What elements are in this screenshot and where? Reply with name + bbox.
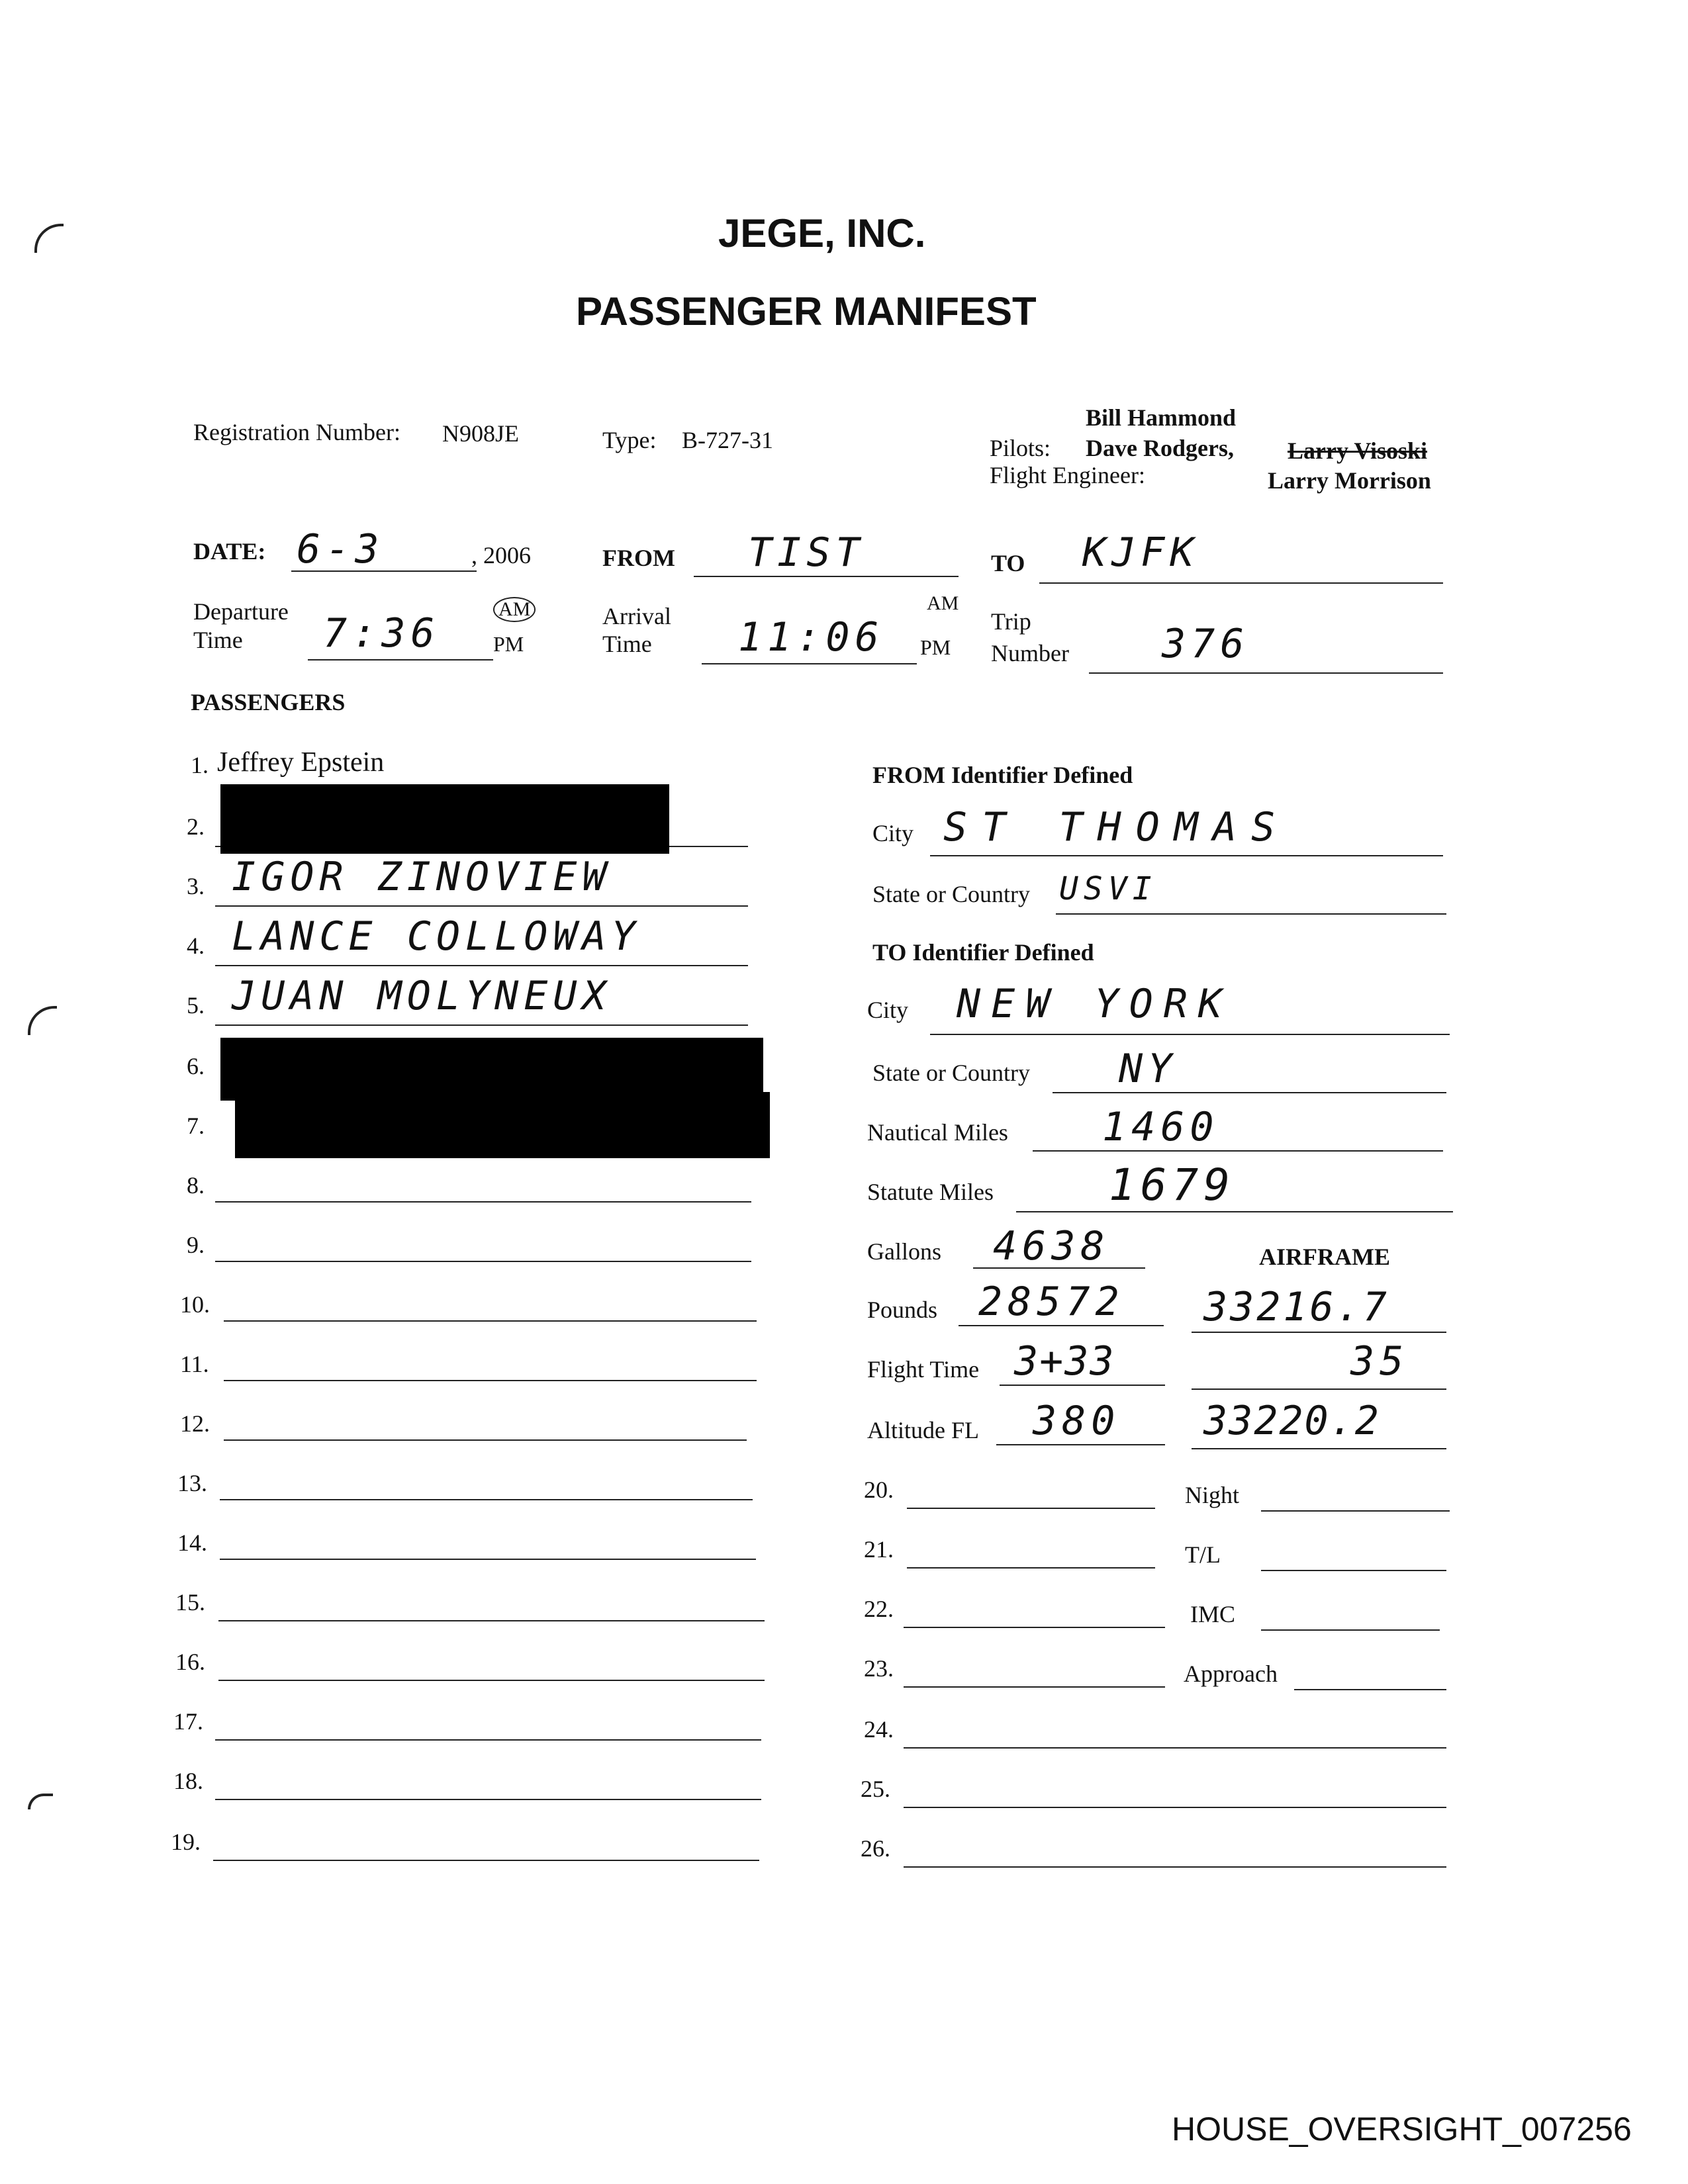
row-line <box>904 1686 1165 1688</box>
passenger-number: 15. <box>175 1589 205 1615</box>
redaction-block <box>220 784 669 854</box>
engineer-label: Flight Engineer: <box>990 462 1145 488</box>
passenger-line <box>215 965 748 966</box>
approach-label: Approach <box>1184 1661 1278 1687</box>
to-state-line <box>1053 1092 1446 1093</box>
approach-line <box>1294 1689 1446 1690</box>
departure-am: AM <box>493 597 536 622</box>
company-name: JEGE, INC. <box>718 211 926 255</box>
passenger-number: 11. <box>180 1351 209 1377</box>
altitude-label: Altitude FL <box>867 1417 979 1443</box>
passenger-line <box>218 1620 765 1621</box>
imc-line <box>1261 1629 1440 1631</box>
passenger-line <box>215 1799 761 1800</box>
statute-line <box>1016 1211 1453 1212</box>
pounds-airframe-line <box>1192 1332 1446 1333</box>
passenger-line <box>224 1439 747 1441</box>
flight-time-airframe: 35 <box>1350 1338 1409 1385</box>
pilot-struck: Larry Visoski <box>1288 437 1428 464</box>
registration-value: N908JE <box>442 420 519 447</box>
passenger-line <box>215 1739 761 1741</box>
row-line <box>904 1866 1446 1868</box>
passengers-heading: PASSENGERS <box>191 689 346 715</box>
passenger-name: Jeffrey Epstein <box>217 747 385 778</box>
arrival-line <box>702 663 917 664</box>
passenger-number: 6. <box>187 1053 205 1079</box>
nautical-label: Nautical Miles <box>867 1119 1008 1146</box>
row-number: 20. <box>864 1477 894 1503</box>
pounds-value: 28572 <box>978 1279 1125 1325</box>
from-id-heading: FROM Identifier Defined <box>872 762 1133 788</box>
passenger-number: 5. <box>187 992 205 1019</box>
from-state-value: USVI <box>1059 870 1157 907</box>
departure-label: Departure <box>193 598 289 625</box>
passenger-line <box>213 1860 759 1861</box>
registration-label: Registration Number: <box>193 419 400 445</box>
passenger-number: 8. <box>187 1172 205 1199</box>
passenger-line <box>215 1024 748 1026</box>
passenger-line <box>220 1499 753 1500</box>
imc-label: IMC <box>1190 1601 1236 1627</box>
trip-value: 376 <box>1162 621 1250 667</box>
redaction-block <box>220 1038 763 1101</box>
row-line <box>904 1627 1165 1628</box>
night-label: Night <box>1185 1482 1240 1508</box>
statute-label: Statute Miles <box>867 1179 994 1205</box>
row-number: 23. <box>864 1655 894 1682</box>
from-state-line <box>1056 913 1446 915</box>
punch-mark <box>34 224 64 253</box>
altitude-airframe-line <box>1192 1448 1446 1449</box>
row-number: 25. <box>861 1776 890 1802</box>
to-city-value: NEW YORK <box>957 981 1233 1027</box>
passenger-number: 2. <box>187 813 205 840</box>
departure-value: 7:36 <box>323 610 440 657</box>
passenger-number: 3. <box>187 873 205 899</box>
row-line <box>904 1747 1446 1749</box>
trip-line <box>1089 672 1443 674</box>
redaction-block <box>235 1092 770 1158</box>
arrival-label-time: Time <box>602 631 652 657</box>
date-handwritten: 6-3 <box>297 526 385 572</box>
pounds-airframe: 33216.7 <box>1203 1284 1389 1330</box>
flight-time-airframe-line <box>1192 1388 1446 1390</box>
departure-pm: PM <box>493 632 524 656</box>
row-number: 22. <box>864 1596 894 1622</box>
arrival-am: AM <box>927 592 959 614</box>
passenger-number: 17. <box>173 1708 203 1735</box>
passenger-line <box>215 1261 751 1262</box>
passenger-line <box>224 1380 757 1381</box>
statute-value: 1679 <box>1109 1160 1235 1210</box>
altitude-line <box>996 1444 1165 1445</box>
row-line <box>907 1567 1155 1569</box>
airframe-label: AIRFRAME <box>1259 1244 1390 1270</box>
nautical-line <box>1033 1150 1443 1152</box>
punch-mark <box>28 1006 57 1035</box>
from-state-label: State or Country <box>872 881 1030 907</box>
to-state-value: NY <box>1119 1046 1178 1092</box>
altitude-value: 380 <box>1033 1398 1121 1444</box>
flight-time-label: Flight Time <box>867 1356 980 1383</box>
row-number: 21. <box>864 1536 894 1563</box>
punch-mark <box>28 1794 53 1809</box>
arrival-pm: PM <box>920 635 951 659</box>
night-line <box>1261 1510 1450 1512</box>
row-line <box>904 1807 1446 1808</box>
arrival-value: 11:06 <box>738 614 884 660</box>
tl-label: T/L <box>1185 1541 1221 1568</box>
passenger-number: 1. <box>191 752 209 778</box>
pilot-top: Bill Hammond <box>1086 404 1237 431</box>
to-label: TO <box>991 550 1025 576</box>
row-line <box>907 1508 1155 1509</box>
passenger-name: LANCE COLLOWAY <box>232 913 641 960</box>
row-number: 24. <box>864 1716 894 1743</box>
from-city-label: City <box>872 820 914 846</box>
row-number: 26. <box>861 1835 890 1862</box>
from-value: TIST <box>748 529 865 576</box>
departure-label-time: Time <box>193 627 243 653</box>
nautical-value: 1460 <box>1102 1104 1219 1150</box>
to-city-line <box>930 1034 1450 1035</box>
pounds-line <box>959 1325 1164 1326</box>
to-value: KJFK <box>1082 529 1199 576</box>
passenger-number: 12. <box>180 1410 210 1437</box>
passenger-name: JUAN MOLYNEUX <box>232 973 612 1019</box>
passenger-line <box>215 1201 751 1203</box>
date-label: DATE: <box>193 538 266 565</box>
passenger-line <box>224 1320 757 1322</box>
arrival-label: Arrival <box>602 603 671 629</box>
passenger-number: 14. <box>177 1529 207 1556</box>
trip-label: Trip <box>991 608 1031 635</box>
passenger-number: 18. <box>173 1768 203 1794</box>
pilots-label: Pilots: <box>990 435 1051 461</box>
passenger-line <box>218 1680 765 1681</box>
to-line <box>1039 582 1443 584</box>
passenger-number: 4. <box>187 933 205 959</box>
flight-time-value: 3+33 <box>1014 1338 1115 1385</box>
tl-line <box>1261 1570 1446 1571</box>
from-city-value: ST THOMAS <box>943 804 1290 850</box>
to-state-label: State or Country <box>872 1060 1030 1086</box>
pilots-value: Dave Rodgers, <box>1086 435 1234 461</box>
passenger-number: 10. <box>180 1291 210 1318</box>
to-id-heading: TO Identifier Defined <box>872 939 1094 966</box>
page-title: PASSENGER MANIFEST <box>576 289 1037 334</box>
passenger-number: 13. <box>177 1470 207 1496</box>
from-label: FROM <box>602 545 675 571</box>
bates-stamp: HOUSE_OVERSIGHT_007256 <box>1172 2111 1632 2148</box>
passenger-number: 7. <box>187 1113 205 1139</box>
date-line <box>291 570 477 572</box>
flight-time-line <box>1000 1385 1165 1386</box>
type-label: Type: <box>602 427 657 453</box>
departure-line <box>308 659 493 660</box>
engineer-value: Larry Morrison <box>1268 467 1431 494</box>
gallons-value: 4638 <box>993 1223 1110 1269</box>
passenger-line <box>220 1559 756 1560</box>
passenger-name: IGOR ZINOVIEW <box>232 854 612 900</box>
altitude-airframe: 33220.2 <box>1203 1398 1380 1444</box>
passenger-number: 19. <box>171 1829 201 1855</box>
date-year: , 2006 <box>471 542 531 569</box>
passenger-number: 9. <box>187 1232 205 1258</box>
pounds-label: Pounds <box>867 1297 938 1323</box>
from-line <box>694 576 959 577</box>
from-city-line <box>930 855 1443 856</box>
type-value: B-727-31 <box>682 427 773 453</box>
trip-label-number: Number <box>991 640 1069 666</box>
to-city-label: City <box>867 997 909 1023</box>
passenger-number: 16. <box>175 1649 205 1675</box>
gallons-label: Gallons <box>867 1238 941 1265</box>
gallons-line <box>973 1267 1145 1269</box>
passenger-line <box>215 905 748 907</box>
